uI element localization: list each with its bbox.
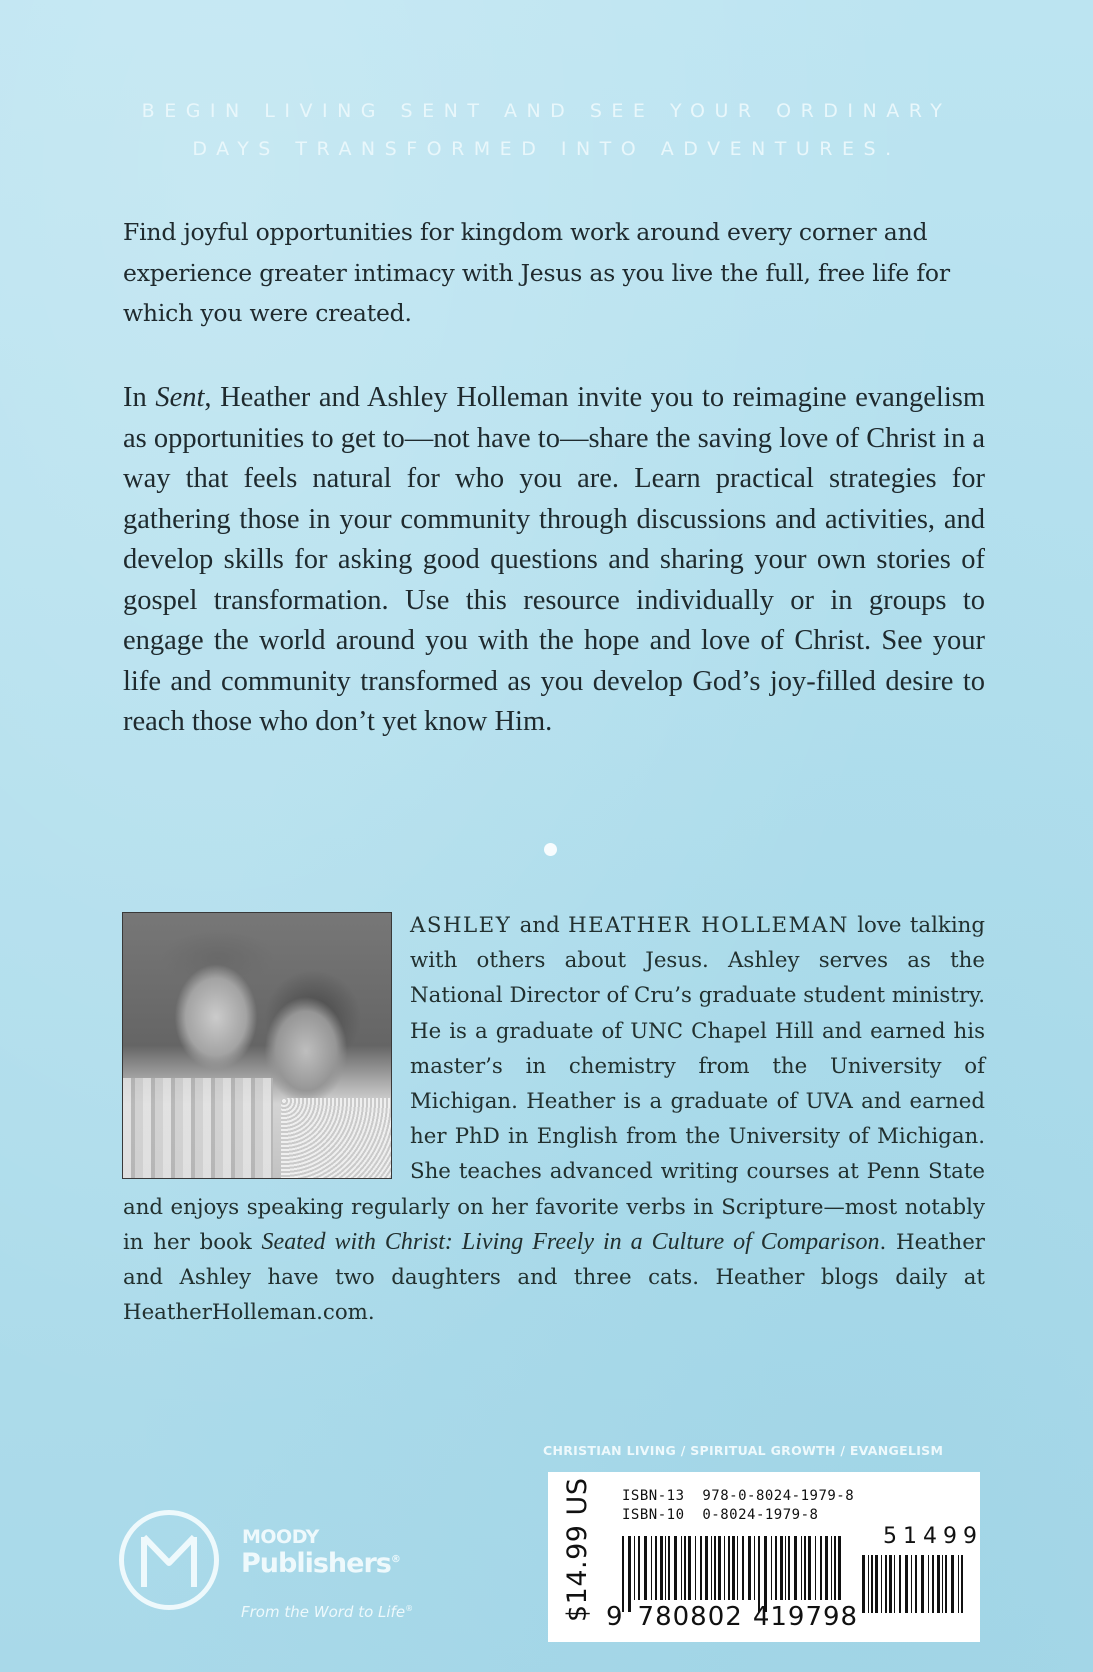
barcode-bar bbox=[794, 1536, 797, 1600]
isbn-10-line bbox=[622, 1507, 818, 1523]
publisher-name-text: Publishers bbox=[241, 1548, 391, 1579]
barcode-bar bbox=[711, 1536, 712, 1600]
ean-digits bbox=[606, 1602, 858, 1632]
publisher-slogan bbox=[241, 1603, 413, 1621]
isbn-10-value: 0-8024-1979-8 bbox=[702, 1507, 819, 1523]
barcode-bar bbox=[628, 1536, 631, 1612]
barcode-bar bbox=[714, 1536, 716, 1600]
barcode-bar bbox=[728, 1536, 730, 1600]
barcode-bar bbox=[705, 1536, 708, 1600]
barcode-label bbox=[548, 1472, 983, 1642]
barcode-bar bbox=[894, 1555, 895, 1613]
barcode-bar bbox=[732, 1536, 735, 1600]
price: $14.99 US bbox=[562, 1477, 593, 1622]
tagline-line-2: DAYS TRANSFORMED INTO ADVENTURES. bbox=[192, 138, 901, 160]
isbn-13-label: ISBN-13 bbox=[622, 1488, 685, 1504]
bio-text-1: love talking with others about Jesus. Ashley serves as the National Director of Cru’s graduate student ministry. He is a graduate of UNC Chapel Hill and earned his master’s in chemistry from the University of Michigan. Heather is a graduate of UVA and earned her PhD in English from the University of Michigan. She teaches advanced writing courses at Penn State and enjoys speaking regularly on her favorite verbs in Scripture—most notably in her book bbox=[123, 913, 985, 1255]
barcode-bar bbox=[742, 1536, 744, 1600]
barcode-bar bbox=[754, 1536, 755, 1600]
barcode-bar bbox=[764, 1536, 767, 1612]
barcode-bar bbox=[748, 1536, 751, 1600]
barcode-bar bbox=[788, 1536, 790, 1600]
barcode-bar bbox=[808, 1536, 811, 1600]
barcode-bar bbox=[651, 1536, 652, 1600]
tagline bbox=[0, 92, 1093, 168]
barcode-bar bbox=[871, 1555, 873, 1613]
barcode-bar bbox=[937, 1555, 940, 1613]
barcode-bar bbox=[681, 1536, 682, 1600]
book-title-sent: Sent bbox=[155, 382, 205, 413]
barcode-bar bbox=[928, 1555, 929, 1613]
barcode-bar bbox=[815, 1536, 816, 1600]
barcode-bar bbox=[737, 1536, 738, 1600]
barcode-bar bbox=[834, 1536, 836, 1600]
barcode-bar bbox=[838, 1536, 841, 1600]
barcode-bar bbox=[695, 1536, 696, 1600]
blurb-paragraph-1: Find joyful opportunities for kingdom work around every corner and experience greater intimacy with Jesus as you live the full, free life for which you were created. bbox=[123, 218, 950, 327]
blurb-prefix: In bbox=[123, 382, 156, 413]
barcode-bar bbox=[921, 1555, 924, 1613]
barcode-bar bbox=[885, 1555, 887, 1613]
addon-barcode bbox=[862, 1555, 965, 1625]
barcode-bar bbox=[958, 1555, 959, 1613]
barcode-bar bbox=[638, 1536, 640, 1600]
blurb-body: , Heather and Ashley Holleman invite you to reimagine evangelism as opportunities to get to—not have to—share the saving love of Christ in a way that feels natural for who you are. Learn practical strategies for gathering those in your community through discussions and activities, and develop skills for asking good questions and sharing your own stories of gospel transformation. Use this resource individually or in groups to engage the world around you with the hope and love of Christ. See your life and community transformed as you develop God’s joy-filled desire to reach those who don’t yet know Him. bbox=[123, 382, 985, 737]
barcode-bar bbox=[831, 1536, 832, 1600]
author-and: and bbox=[511, 913, 569, 938]
ean-first-digit: 9 bbox=[606, 1602, 624, 1632]
barcode-bar bbox=[881, 1555, 882, 1613]
barcode-bar bbox=[899, 1555, 901, 1613]
barcode-bar bbox=[684, 1536, 686, 1600]
barcode-bar bbox=[674, 1536, 677, 1600]
isbn-13-line bbox=[622, 1488, 854, 1504]
barcode-bar bbox=[688, 1536, 691, 1600]
barcode-bar bbox=[700, 1536, 702, 1600]
barcode-bar bbox=[951, 1555, 954, 1613]
registered-mark: ® bbox=[390, 1554, 400, 1565]
bio-text-2: . Heather and Ashley have two daughters and three cats. Heather blogs daily at HeatherHolleman.com. bbox=[123, 1229, 985, 1326]
addon-digits: 51499 bbox=[883, 1524, 983, 1549]
barcode-bar bbox=[889, 1555, 892, 1613]
author-name-1: ASHLEY bbox=[410, 913, 512, 938]
barcode-bar bbox=[665, 1536, 666, 1600]
barcode-bar bbox=[655, 1536, 657, 1600]
tagline-line-1: BEGIN LIVING SENT AND SEE YOUR ORDINARY bbox=[141, 100, 952, 122]
barcode-bar bbox=[825, 1536, 828, 1600]
barcode-bar bbox=[942, 1555, 943, 1613]
barcode-bar bbox=[724, 1536, 725, 1600]
blurb-paragraph-2 bbox=[123, 378, 985, 743]
ornament-dot bbox=[544, 843, 557, 856]
barcode-bar bbox=[758, 1536, 760, 1612]
isbn-13-value: 978-0-8024-1979-8 bbox=[702, 1488, 855, 1504]
barcode-bar bbox=[801, 1536, 802, 1600]
barcode-bar bbox=[932, 1555, 934, 1613]
other-book-title: Seated with Christ: Living Freely in a Culture of Comparison bbox=[261, 1228, 880, 1255]
barcode-bar bbox=[862, 1555, 865, 1613]
isbn-10-label: ISBN-10 bbox=[622, 1507, 685, 1523]
barcode-bar bbox=[820, 1536, 822, 1600]
ean-barcode bbox=[622, 1536, 841, 1612]
ean-group-2: 419798 bbox=[752, 1602, 859, 1632]
category-label: CHRISTIAN LIVING / SPIRITUAL GROWTH / EVANGELISM bbox=[543, 1443, 944, 1458]
photo-spacer bbox=[123, 908, 410, 1182]
publisher-name-line-2 bbox=[241, 1548, 400, 1579]
slogan-mark: ® bbox=[405, 1604, 414, 1613]
barcode-bar bbox=[905, 1555, 908, 1613]
barcode-bar bbox=[945, 1555, 947, 1613]
barcode-bar bbox=[804, 1536, 806, 1600]
barcode-bar bbox=[622, 1536, 624, 1612]
ean-group-1: 780802 bbox=[637, 1602, 743, 1632]
moody-m-icon bbox=[119, 1510, 219, 1610]
barcode-bar bbox=[771, 1536, 772, 1600]
barcode-bar bbox=[718, 1536, 721, 1600]
barcode-bar bbox=[780, 1536, 783, 1600]
author-name-2: HEATHER HOLLEMAN bbox=[568, 913, 849, 938]
barcode-bar bbox=[775, 1536, 777, 1600]
barcode-bar bbox=[875, 1555, 878, 1613]
barcode-bar bbox=[785, 1536, 786, 1600]
barcode-bar bbox=[668, 1536, 670, 1600]
barcode-bar bbox=[911, 1555, 912, 1613]
barcode-bar bbox=[644, 1536, 647, 1600]
barcode-bar bbox=[634, 1536, 635, 1600]
author-bio bbox=[123, 908, 985, 1330]
barcode-bar bbox=[915, 1555, 917, 1613]
slogan-text: From the Word to Life bbox=[241, 1603, 406, 1621]
barcode-bar bbox=[961, 1555, 963, 1613]
barcode-bar bbox=[660, 1536, 663, 1600]
publisher-name-line-1: MOODY bbox=[242, 1526, 319, 1548]
barcode-bar bbox=[868, 1555, 869, 1613]
